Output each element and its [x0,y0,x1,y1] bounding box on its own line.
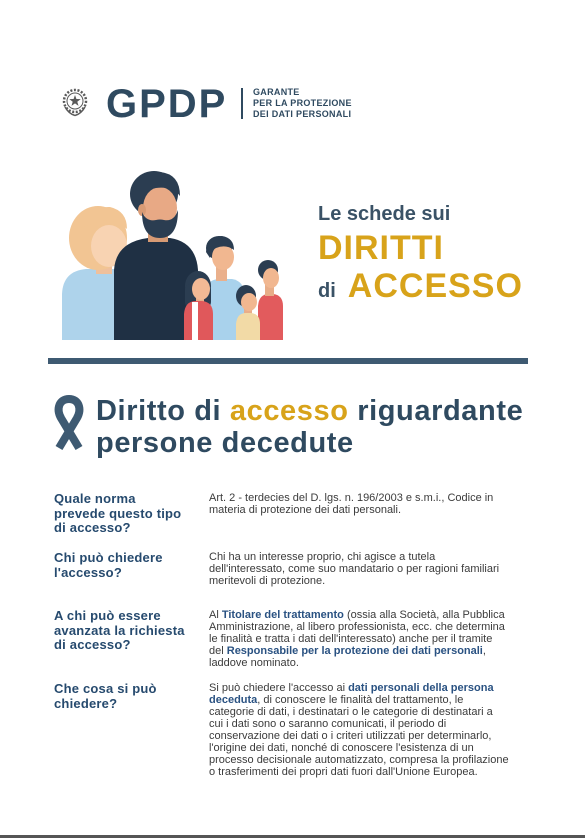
faq-question-line: di accesso? [54,520,131,535]
faq-answer-line [209,609,539,621]
faq-question-line: Che cosa si può [54,681,157,696]
logo-name-line: DEI DATI PERSONALI [253,109,352,119]
faq-answer-line [209,742,539,754]
faq-answer-line [209,694,539,706]
faq-answer-line [209,706,539,718]
faq-answer-line [209,730,539,742]
faq-answer-text: Si può chiedere l'accesso ai [209,682,349,694]
faq-answer-text: , [482,645,486,657]
family-illustration [56,166,288,340]
logo-full-name [253,87,352,120]
faq-answer-line [209,563,539,575]
faq-question-line: l'accesso? [54,564,122,580]
faq-question-line: chiedere? [54,695,118,711]
faq-list [0,480,585,790]
faq-question-line: avanzata la richiesta [54,622,185,638]
faq-answer-text: materia di protezione dei dati personali. [209,504,402,516]
logo-name-line: GARANTE [253,87,300,97]
page-title [96,395,523,459]
faq-answer-text: Amministrazione, al libero professionista, ecc. che determina [209,621,505,633]
faq-answer-emphasis: Responsabile per la protezione dei dati personali [226,645,483,657]
faq-question-line: A chi può essere [54,608,161,623]
section-divider [48,358,528,364]
logo-separator [241,88,243,119]
faq-answer [209,492,539,516]
faq-question [54,551,204,580]
faq-answer-text: cui i dati sono o saranno comunicati, il periodo di [209,718,447,730]
faq-answer-text: le finalità e tratta i dati dell'interessato) anche per il tramite [209,633,493,645]
person-child-right [258,260,283,340]
faq-answer [209,609,539,669]
faq-answer-text: o trasferimenti dei propri dati fuori dall'Unione Europea. [209,766,478,778]
header-subtitle: Le schede sui [318,203,451,225]
faq-question-line: prevede questo tipo [54,505,182,521]
faq-answer-text: categorie di dati, i destinatari o le categorie di destinatari a [209,706,493,718]
faq-answer-line [209,766,539,778]
faq-question-line: di accesso? [54,637,131,652]
person-girl [184,271,213,340]
faq-answer-emphasis: deceduta [209,694,258,706]
faq-answer [209,682,539,778]
title-line-2: persone decedute [96,427,354,459]
ribbon-icon [51,395,87,451]
faq-answer [209,551,539,587]
faq-answer-line [209,575,539,587]
faq-answer-line [209,621,539,633]
logo-acronym: GPDP [106,82,228,126]
faq-answer-text: Al [209,609,222,621]
faq-question [54,682,204,711]
faq-answer-line [209,492,539,504]
faq-answer-emphasis: Titolare del trattamento [221,609,344,621]
faq-answer-line [209,633,539,645]
faq-question [54,609,204,653]
faq-answer-line [209,551,539,563]
header-highlight-diritti: DIRITTI [318,229,444,267]
faq-answer-line [209,657,539,669]
faq-answer-line [209,754,539,766]
header-highlight-accesso: ACCESSO [347,267,523,305]
faq-answer-text: dell'interessato, come suo mandatario o per ragioni familiari [209,563,500,575]
faq-answer-text: (ossia alla Società, alla Pubblica [343,609,505,621]
faq-answer-text: processo decisionale automatizzato, compresa la profilazione [209,754,509,766]
faq-answer-text: del [209,645,227,657]
title-text: riguardante [348,395,524,427]
header-line3 [318,267,523,310]
faq-answer-line [209,504,539,516]
logo-name-line: PER LA PROTEZIONE [253,98,352,108]
faq-question-line: Quale norma [54,491,136,506]
faq-question-line: Chi può chiedere [54,550,163,565]
header-prefix: di [318,280,336,302]
faq-answer-line [209,645,539,657]
faq-answer-line [209,682,539,694]
title-text: Diritto di [96,395,230,427]
faq-question [54,492,204,536]
faq-answer-text: l'origine dei dati, nonché di conoscere l'esistenza di un [209,742,474,754]
faq-answer-text: laddove nominato. [209,657,299,669]
faq-answer-line [209,718,539,730]
republic-emblem-icon [61,87,89,117]
title-highlight: accesso [229,395,349,427]
faq-answer-text: Art. 2 - terdecies del D. lgs. n. 196/2003 e s.m.i., Codice in [209,492,494,504]
title-line-1 [96,395,523,427]
faq-answer-text: meritevoli di protezione. [209,575,326,587]
faq-answer-text: Chi ha un interesse proprio, chi agisce a tutela [209,551,436,563]
faq-answer-text: , di conoscere le finalità del trattamento, le [257,694,464,706]
faq-answer-text: conservazione dei dati o i criteri utilizzati per determinarlo, [209,730,492,742]
faq-answer-emphasis: dati personali della persona [348,682,494,694]
